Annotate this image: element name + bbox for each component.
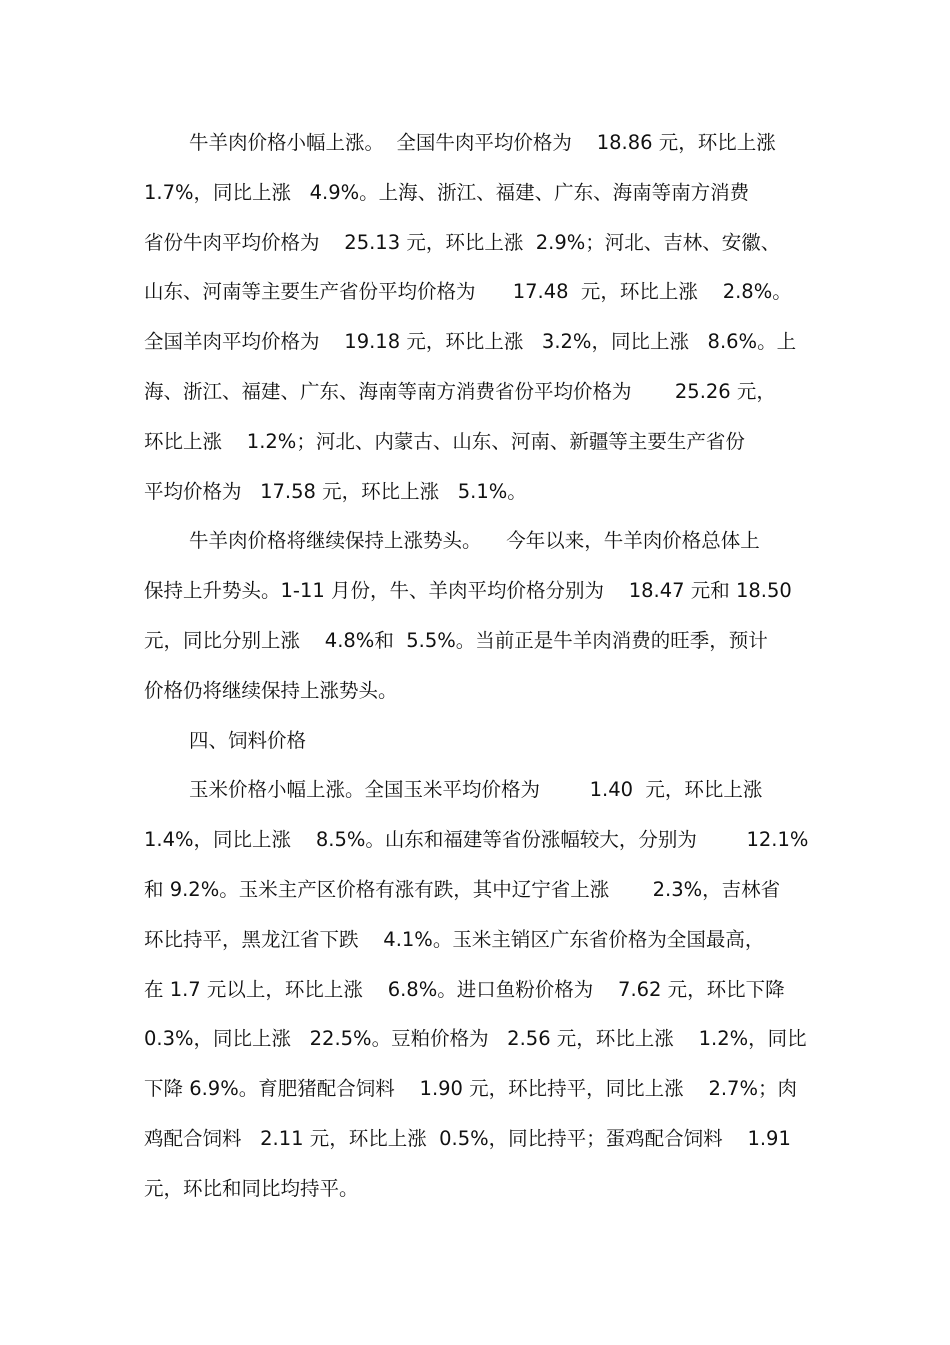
text-line: 环比持平，黑龙江省下跌 4.1%。玉米主销区广东省价格为全国最高，	[144, 927, 765, 951]
text-line: 玉米价格小幅上涨。全国玉米平均价格为 1.40 元，环比上涨	[189, 778, 763, 802]
text-line: 1.7%，同比上涨 4.9%。上海、浙江、福建、广东、海南等南方消费	[144, 180, 750, 204]
paragraph-corn-feed-prices	[144, 765, 814, 1213]
text-line: 下降 6.9%。育肥猪配合饲料 1.90 元，环比持平，同比上涨 2.7%；肉	[144, 1077, 797, 1101]
text-line: 0.3%，同比上涨 22.5%。豆粕价格为 2.56 元，环比上涨 1.2%，同比	[144, 1027, 807, 1051]
text-line: 保持上升势头。1-11 月份，牛、羊肉平均价格分别为 18.47 元和 18.50	[144, 579, 792, 603]
section-heading: 四、饲料价格	[189, 728, 307, 752]
text-line: 平均价格为 17.58 元，环比上涨 5.1%。	[144, 479, 527, 503]
text-line: 和 9.2%。玉米主产区价格有涨有跌，其中辽宁省上涨 2.3%，吉林省	[144, 877, 781, 901]
text-line: 元，同比分别上涨 4.8%和 5.5%。当前正是牛羊肉消费的旺季，预计	[144, 628, 768, 652]
text-line: 省份牛肉平均价格为 25.13 元，环比上涨 2.9%；河北、吉林、安徽、	[144, 230, 781, 254]
text-line: 牛羊肉价格小幅上涨。 全国牛肉平均价格为 18.86 元，环比上涨	[189, 131, 776, 154]
text-line: 1.4%，同比上涨 8.5%。山东和福建等省份涨幅较大，分别为 12.1%	[144, 828, 809, 852]
text-line: 全国羊肉平均价格为 19.18 元，环比上涨 3.2%，同比上涨 8.6%。上	[144, 330, 797, 354]
text-line: 海、浙江、福建、广东、海南等南方消费省份平均价格为 25.26 元，	[144, 379, 776, 403]
text-line: 价格仍将继续保持上涨势头。	[144, 678, 398, 702]
text-line: 鸡配合饲料 2.11 元，环比上涨 0.5%，同比持平；蛋鸡配合饲料 1.91	[144, 1126, 791, 1150]
paragraph-beef-mutton-rise	[144, 118, 814, 516]
text-line: 元，环比和同比均持平。	[144, 1176, 359, 1200]
document-body	[144, 118, 814, 1214]
text-line: 在 1.7 元以上，环比上涨 6.8%。进口鱼粉价格为 7.62 元，环比下降	[144, 977, 785, 1001]
text-line: 山东、河南等主要生产省份平均价格为 17.48 元，环比上涨 2.8%。	[144, 280, 792, 304]
section-heading-feed-prices	[144, 716, 814, 766]
text-line: 牛羊肉价格将继续保持上涨势头。 今年以来，牛羊肉价格总体上	[189, 529, 760, 553]
paragraph-beef-mutton-trend	[144, 516, 814, 715]
text-line: 环比上涨 1.2%；河北、内蒙古、山东、河南、新疆等主要生产省份	[144, 429, 745, 453]
